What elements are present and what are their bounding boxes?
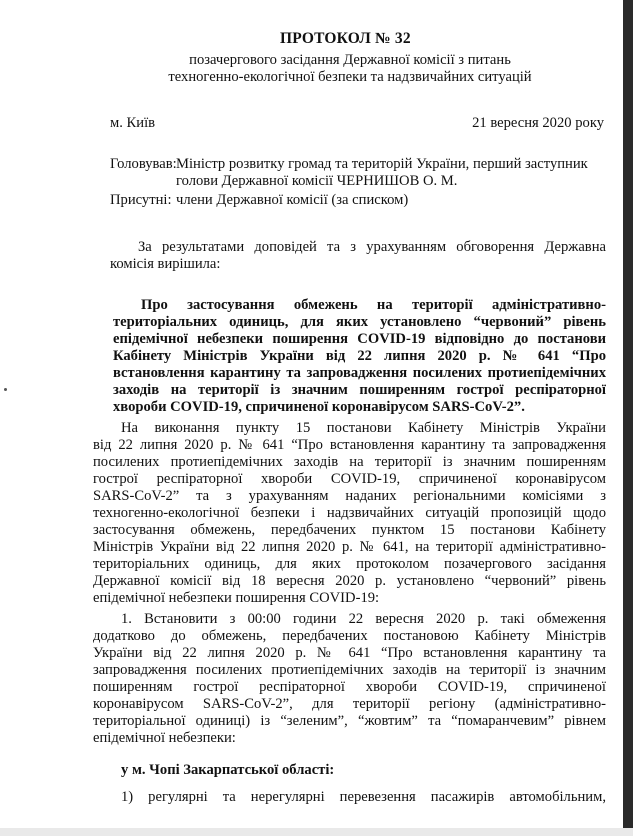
subitem-1-line: 1) регулярні та нерегулярні перевезення пасажирів автомобільним,: [121, 789, 606, 805]
intro-line: За результатами доповідей та з урахуванням обговорення Державна: [138, 239, 606, 255]
item-1-line: України від 22 липня 2020 р. № 641 “Про встановлення карантину та: [93, 645, 606, 661]
body-line: застосування обмежень, передбачених пунктом 15 постанови Кабінету: [93, 522, 606, 538]
item-1-line: поширенням гострої респіраторної хвороби COVID-19, спричиненої: [93, 679, 606, 695]
item-1-line: епідемічної небезпеки:: [93, 730, 236, 746]
body-line: епідемічної небезпеки поширення COVID-19:: [93, 590, 380, 606]
subtitle-line: позачергового засідання Державної комісії з питань: [189, 52, 511, 68]
intro-paragraph: [110, 239, 606, 273]
body-line: посилених протиепідемічних заходів на території із значним поширенням: [93, 454, 606, 470]
item-1-line: запровадження посилених протиепідемічних заходів на території із значним: [93, 662, 606, 678]
decision-heading: [113, 297, 606, 416]
decision-heading-line: територіальних одиниць, для яких установлено “червоний” рівень: [113, 314, 606, 330]
decision-heading-line: Кабінету Міністрів України від 22 липня 2020 р. № 641 “Про: [113, 348, 606, 364]
decision-heading-line: заходів на території із значним поширенням гострої респіраторної: [113, 382, 606, 398]
item-1-line: 1. Встановити з 00:00 години 22 вересня 2020 р. такі обмеження: [121, 611, 606, 627]
decision-heading-line: епідемічної небезпеки поширення COVID-19 відповідно до постанови: [113, 331, 606, 347]
decision-heading-line: Про застосування обмежень на території адміністративно-: [141, 297, 606, 313]
body-line: SARS-CoV-2” та з урахуванням наданих регіональними комісіями з: [93, 488, 606, 504]
body-line: гострої респіраторної хвороби COVID-19, спричиненої коронавірусом: [93, 471, 606, 487]
subitem-1: [93, 789, 606, 806]
location-heading: у м. Чопі Закарпатської області:: [121, 762, 335, 778]
body-line: техногенно-екологічної безпеки і надзвичайних ситуацій пропозицій щодо: [93, 505, 606, 521]
body-line: від 22 липня 2020 р. № 641 “Про встановлення карантину та запровадження: [93, 437, 606, 453]
item-1-paragraph: [93, 611, 606, 747]
protocol-title: ПРОТОКОЛ № 32: [280, 30, 411, 47]
present-value: члени Державної комісії (за списком): [176, 192, 409, 208]
body-line: Міністрів України від 22 липня 2020 р. № 641, на території адміністративно-: [93, 539, 606, 555]
decision-heading-line: встановлення карантину та запровадження посилених протиепідемічних: [113, 365, 606, 381]
intro-line: комісія вирішила:: [110, 256, 221, 272]
chair-value: [176, 156, 616, 190]
body-line: Державної комісії від 18 вересня 2020 р. установлено “червоний” рівень: [93, 573, 606, 589]
body-line: На виконання пункту 15 постанови Кабінету Міністрів України: [121, 420, 606, 436]
scan-edge-shadow: [623, 0, 633, 836]
item-1-line: територіальної одиниці) із “зеленим”, “жовтим” та “помаранчевим” рівнем: [93, 713, 606, 729]
body-line: територіальних одиниць, для яких протоколом позачергового засідання: [93, 556, 606, 572]
decision-heading-line: хвороби COVID-19, спричиненої коронавірусом SARS-CoV-2”.: [113, 399, 525, 415]
subtitle-line: техногенно-екологічної безпеки та надзвичайних ситуацій: [168, 69, 532, 85]
chair-label: Головував:: [110, 156, 177, 172]
scan-bottom-edge: [0, 828, 633, 836]
item-1-line: додатково до обмежень, передбачених постановою Кабінету Міністрів: [93, 628, 606, 644]
scan-speck: [4, 388, 7, 391]
meeting-date: 21 вересня 2020 року: [472, 115, 604, 131]
present-label: Присутні:: [110, 192, 172, 208]
chair-line: Міністр розвитку громад та територій України, перший заступник: [176, 156, 588, 172]
protocol-subtitle: [90, 52, 610, 86]
body-paragraph: [93, 420, 606, 607]
chair-line: голови Державної комісії ЧЕРНИШОВ О. М.: [176, 173, 458, 189]
item-1-line: коронавірусом SARS-CoV-2”, для території регіону (адміністративно-: [93, 696, 606, 712]
meeting-city: м. Київ: [110, 115, 156, 131]
